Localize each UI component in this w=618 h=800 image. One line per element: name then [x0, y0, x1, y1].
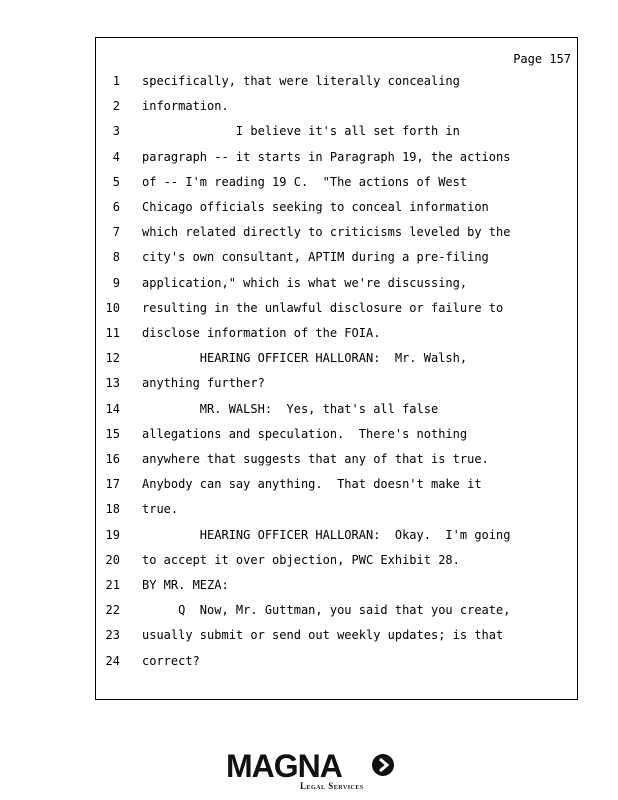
line-number: 24 [105, 653, 120, 668]
line-number: 3 [112, 124, 120, 139]
transcript-line [96, 247, 566, 267]
transcript-line [96, 474, 566, 494]
line-number: 22 [105, 603, 120, 618]
transcript-line [96, 121, 566, 141]
magna-logo [226, 748, 396, 794]
line-number: 12 [105, 351, 120, 366]
line-text: allegations and speculation. There's nothing [142, 426, 468, 441]
line-text: disclose information of the FOIA. [142, 326, 381, 340]
line-text: Chicago officials seeking to conceal information [142, 200, 489, 214]
transcript-line [96, 172, 566, 192]
transcript-line [96, 222, 566, 242]
line-number: 23 [105, 628, 120, 643]
line-number: 1 [112, 74, 120, 88]
line-number: 20 [105, 552, 120, 567]
transcript-line [96, 399, 566, 419]
transcript-page [95, 37, 578, 700]
transcript-line [96, 71, 566, 91]
line-number: 4 [112, 149, 120, 164]
line-text: HEARING OFFICER HALLORAN: Okay. I'm going [142, 527, 511, 542]
transcript-line [96, 550, 566, 570]
line-text: BY MR. MEZA: [142, 578, 229, 592]
line-text: Q Now, Mr. Guttman, you said that you create, [142, 603, 511, 618]
line-text: anything further? [142, 376, 265, 391]
line-text: application," which is what we're discussing, [142, 275, 468, 290]
line-text: to accept it over objection, PWC Exhibit 28. [142, 552, 460, 567]
line-text: usually submit or send out weekly updates; is that [142, 628, 504, 643]
transcript-line [96, 323, 566, 343]
transcript-line [96, 499, 566, 519]
line-text: resulting in the unlawful disclosure or failure to [142, 300, 504, 315]
line-number: 19 [105, 527, 120, 542]
line-text: I believe it's all set forth in [142, 124, 460, 139]
page-number: Page 157 [513, 52, 571, 66]
transcript-line [96, 625, 566, 645]
line-text: paragraph -- it starts in Paragraph 19, the actions [142, 149, 511, 164]
line-text: MR. WALSH: Yes, that's all false [142, 401, 439, 416]
transcript-line [96, 575, 566, 595]
transcript-line [96, 651, 566, 671]
line-number: 15 [105, 426, 120, 441]
line-number: 13 [105, 376, 120, 391]
line-number: 17 [105, 477, 120, 492]
line-text: anywhere that suggests that any of that is true. [142, 452, 489, 466]
line-text: city's own consultant, APTIM during a pre-filing [142, 250, 489, 265]
line-number: 7 [112, 225, 120, 240]
line-text: correct? [142, 653, 200, 668]
line-number: 11 [105, 326, 120, 340]
line-number: 9 [112, 275, 120, 290]
transcript-line [96, 424, 566, 444]
transcript-line [96, 600, 566, 620]
transcript-line [96, 273, 566, 293]
transcript-line [96, 449, 566, 469]
line-text: which related directly to criticisms leveled by the [142, 225, 511, 240]
transcript-line [96, 197, 566, 217]
transcript-line [96, 298, 566, 318]
line-text: information. [142, 99, 229, 114]
arrow-circle-icon [371, 753, 395, 777]
line-number: 8 [112, 250, 120, 265]
line-number: 16 [105, 452, 120, 466]
line-number: 6 [112, 200, 120, 214]
line-number: 18 [105, 502, 120, 517]
line-number: 14 [105, 401, 120, 416]
line-number: 10 [105, 300, 120, 315]
line-number: 2 [112, 99, 120, 114]
transcript-line [96, 96, 566, 116]
line-text: HEARING OFFICER HALLORAN: Mr. Walsh, [142, 351, 468, 366]
line-text: of -- I'm reading 19 C. "The actions of West [142, 174, 468, 189]
transcript-line [96, 147, 566, 167]
logo-wordmark: MAGNA [226, 748, 342, 784]
line-number: 21 [105, 578, 120, 592]
line-text: Anybody can say anything. That doesn't make it [142, 477, 482, 492]
transcript-line [96, 525, 566, 545]
transcript-line [96, 373, 566, 393]
line-text: specifically, that were literally concealing [142, 74, 460, 88]
transcript-line [96, 348, 566, 368]
line-text: true. [142, 502, 179, 517]
logo-subtitle: Legal Services [300, 781, 364, 791]
line-number: 5 [112, 174, 120, 189]
